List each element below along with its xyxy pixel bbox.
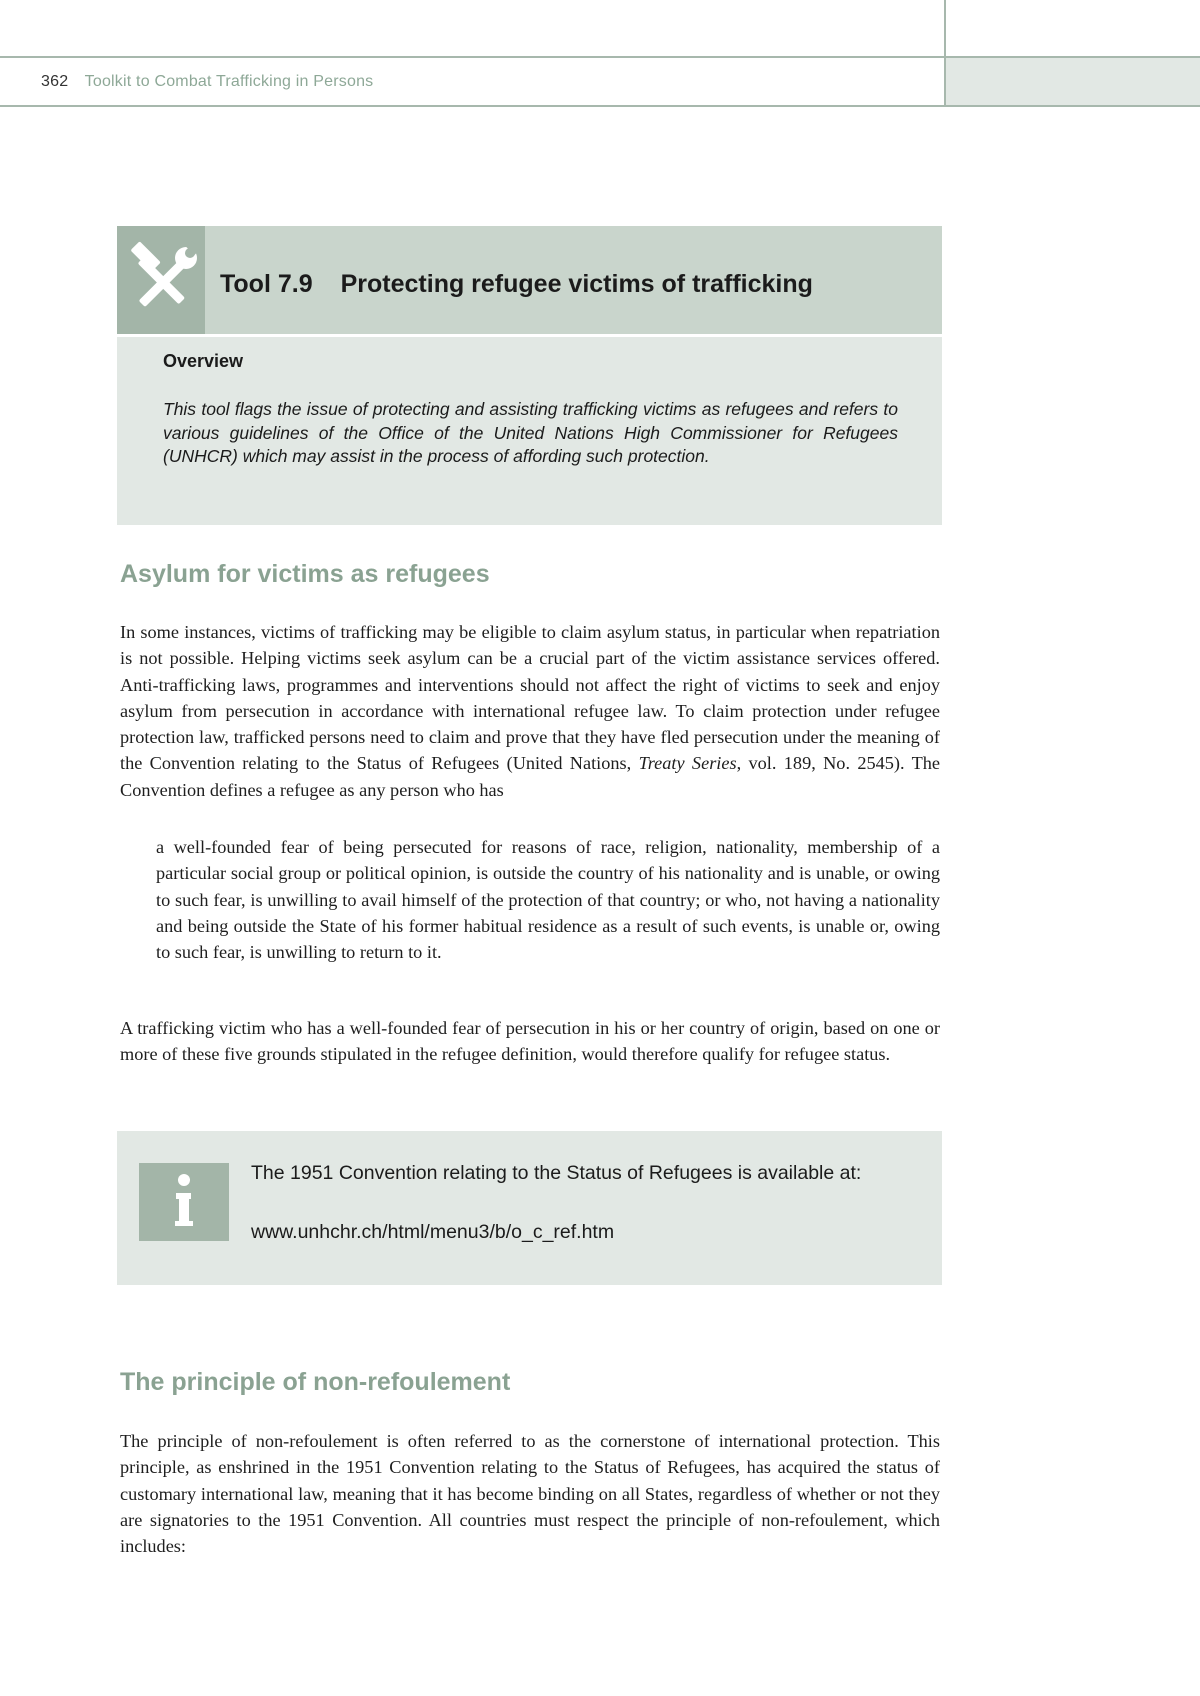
running-title: Toolkit to Combat Trafficking in Persons bbox=[84, 73, 374, 90]
running-head bbox=[41, 73, 373, 91]
treaty-series-italic: Treaty Series bbox=[638, 753, 737, 774]
tool-box bbox=[117, 226, 942, 525]
info-text: The 1951 Convention relating to the Status of Refugees is available at: bbox=[251, 1162, 862, 1184]
info-box bbox=[117, 1131, 942, 1285]
tool-divider bbox=[117, 334, 942, 337]
qualify-paragraph: A trafficking victim who has a well-founded fear of persecution in his or her country of origin, based on one or more of these five grounds stipulated in the refugee definition, would therefore qualify for refugee status. bbox=[120, 1018, 940, 1065]
page-number: 362 bbox=[41, 73, 69, 90]
asylum-paragraph bbox=[120, 619, 940, 803]
tools-icon bbox=[117, 226, 205, 334]
overview-text: This tool flags the issue of protecting and assisting trafficking victims as refugees and refers to various guidelines of the Office of the United Nations High Commissioner for Refugees (UNHCR) which may assist in the process of affording such protection. bbox=[163, 399, 898, 466]
non-refoulement-paragraph: The principle of non-refoulement is often referred to as the cornerstone of international protection. This principle, as enshrined in the 1951 Convention relating to the Status of Refugees, has acquired the status of customary international law, meaning that it has become binding on all States, regardless of whether or not they are signatories to the 1951 Convention. All countries must respect the principle of non-refoulement, which includes: bbox=[120, 1431, 940, 1557]
tool-title bbox=[220, 270, 813, 299]
tool-title-bar bbox=[117, 226, 942, 334]
tool-title-text: Protecting refugee victims of trafficking bbox=[340, 270, 813, 298]
overview-label: Overview bbox=[163, 351, 244, 371]
header-vertical-rule bbox=[944, 0, 946, 107]
asylum-paragraph-part1: In some instances, victims of trafficking may be eligible to claim asylum status, in particular when repatriation is not possible. Helping victims seek asylum can be a crucial part of the victim assistance services offered. Anti-trafficking laws, programmes and interventions should not affect the right of victims to seek and enjoy asylum from persecution in accordance with international refugee law. To claim protection under refugee protection law, trafficked persons need to claim and prove that they have fled persecution under the meaning of the Convention relating to the Status of Refugees (United Nations, bbox=[120, 622, 940, 774]
tool-icon-cell bbox=[117, 226, 205, 334]
section-heading-asylum: Asylum for victims as refugees bbox=[120, 560, 490, 588]
asylum-paragraph-part2: , vol. 189, No. 2545). The Convention defines a refugee as any person who has bbox=[120, 753, 940, 800]
header-tab bbox=[945, 58, 1200, 105]
header-rule-bottom bbox=[0, 105, 1200, 107]
info-icon bbox=[139, 1163, 229, 1241]
section-heading-non-refoulement: The principle of non-refoulement bbox=[120, 1368, 511, 1396]
info-icon-cell bbox=[139, 1163, 229, 1241]
refugee-definition-quote: a well-founded fear of being persecuted for reasons of race, religion, nationality, membership of a particular social group or political opinion, is outside the country of his nationality and is unable, or owing to such fear, is unwilling to avail himself of the protection of that country; or who, not having a nationality and being outside the State of his former habitual residence as a result of such events, is unable or, owing to such fear, is unwilling to return to it. bbox=[156, 837, 940, 963]
tool-number: Tool 7.9 bbox=[220, 270, 313, 298]
convention-url-link[interactable]: www.unhchr.ch/html/menu3/b/o_c_ref.htm bbox=[251, 1221, 615, 1243]
